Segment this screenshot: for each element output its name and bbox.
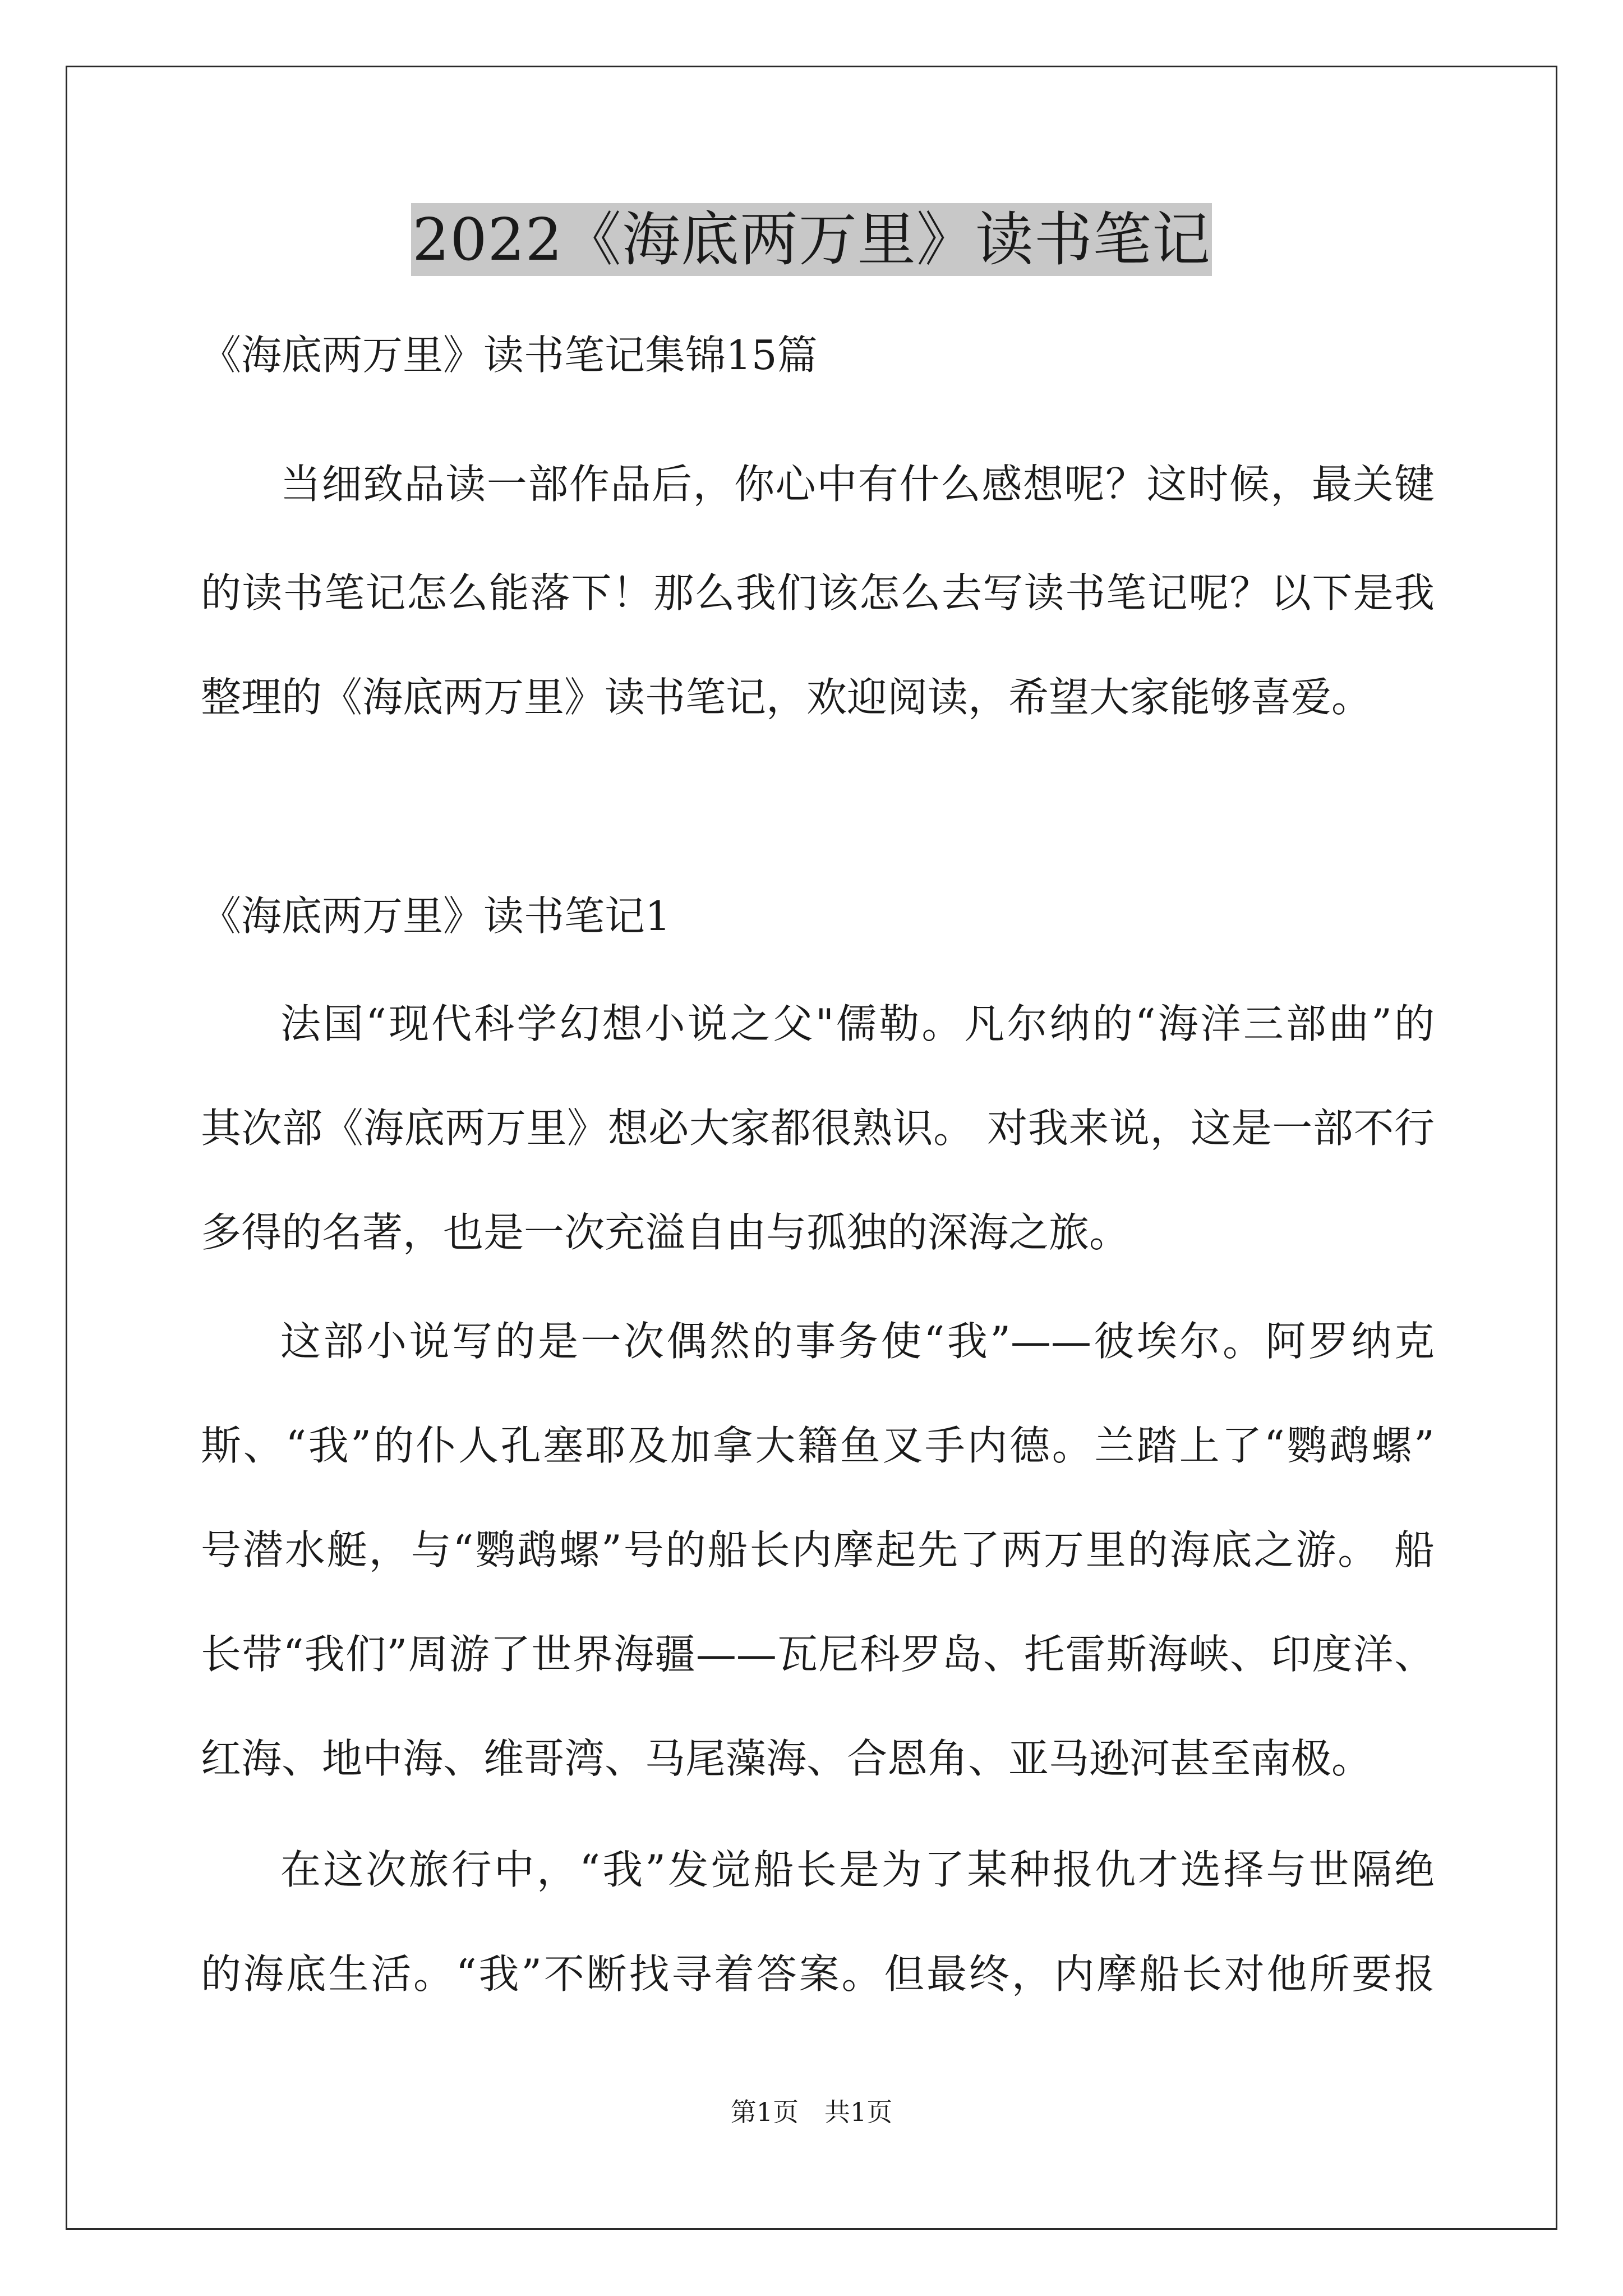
paragraph2-line-1: 这部小说写的是一次偶然的事务使“我”——彼埃尔。阿罗纳克 [280, 1318, 1435, 1365]
paragraph2-line-4: 长带“我们”周游了世界海疆——瓦尼科罗岛、托雷斯海峡、印度洋、 [201, 1631, 1435, 1678]
collection-subtitle: 《海底两万里》读书笔记集锦15篇 [201, 332, 818, 379]
document-title: 2022《海底两万里》读书笔记 [411, 203, 1212, 276]
paragraph3-line-2: 的海底生活。“我”不断找寻着答案。但最终，内摩船长对他所要报 [201, 1950, 1435, 1998]
paragraph2-line-2: 斯、“我”的仆人孔塞耶及加拿大籍鱼叉手内德。兰踏上了“鹦鹉螺” [201, 1422, 1435, 1469]
section-heading: 《海底两万里》读书笔记1 [201, 892, 671, 940]
paragraph1-line-1: 法国“现代科学幻想小说之父"儒勒。凡尔纳的“海洋三部曲”的 [280, 1000, 1435, 1047]
paragraph1-line-2: 其次部《海底两万里》想必大家都很熟识。 对我来说，这是一部不行 [201, 1105, 1435, 1152]
paragraph1-line-3: 多得的名著，也是一次充溢自由与孤独的深海之旅。 [201, 1209, 1130, 1256]
document-title-wrapper [0, 203, 1623, 276]
paragraph2-line-5: 红海、地中海、维哥湾、马尾藻海、合恩角、亚马逊河甚至南极。 [201, 1735, 1372, 1782]
page-number-footer: 第1页 共1页 [730, 2097, 893, 2127]
paragraph2-line-3: 号潜水艇，与“鹦鹉螺”号的船长内摩起先了两万里的海底之游。 船 [201, 1526, 1435, 1573]
intro-line-3: 整理的《海底两万里》读书笔记，欢迎阅读，希望大家能够喜爱。 [201, 674, 1372, 721]
intro-line-2: 的读书笔记怎么能落下！那么我们该怎么去写读书笔记呢？以下是我 [201, 569, 1435, 616]
intro-line-1: 当细致品读一部作品后，你心中有什么感想呢？这时候，最关键 [280, 461, 1435, 508]
paragraph3-line-1: 在这次旅行中，“我”发觉船长是为了某种报仇才选择与世隔绝 [280, 1846, 1435, 1893]
